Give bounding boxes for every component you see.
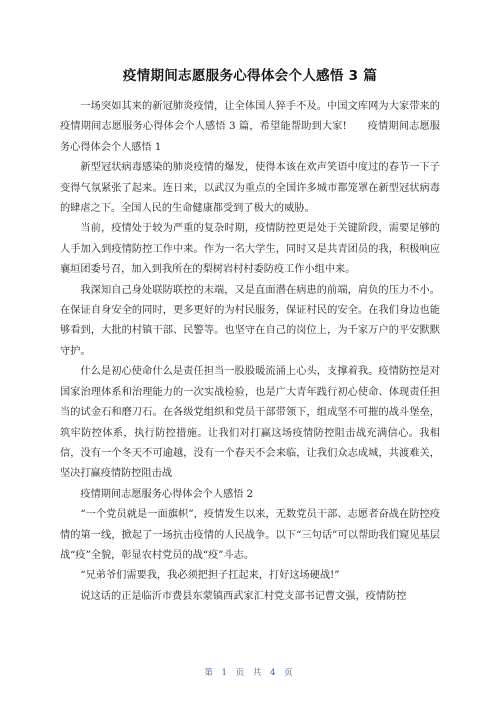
paragraph-story: 说这话的正是临沂市费县东蒙镇西武家汇村党支部书记曹文强，疫情防控 [80,590,407,602]
paragraph-intro: 一场突如其来的新冠肺炎疫情，让全体国人猝手不及。中国文库网为大家带来的疫情期间志愿服务心得体会个人感悟 3 篇，希望能帮助到大家! 疫情期间志愿服务心得体会个人感悟 1 [60,101,440,153]
paragraph-outbreak: 新型冠状病毒感染的肺炎疫情的爆发，使得本该在欢声笑语中度过的春节一下子变得气氛紧张了起来。连日来，以武汉为重点的全国许多城市都笼罩在新型冠状病毒的肆虐之下。全国人民的生命健康都受到了极大的威胁。 [60,162,440,215]
paragraph-quote: “兄弟爷们需要我，我必须把担子扛起来，打好这场硬战!” [80,570,340,582]
paragraph-party-flag: “一个党员就是一面旗帜”，疫情发生以来，无数党员干部、志愿者奋战在防控疫情的第一线，掀起了一场抗击疫情的人民战争。以下“三句话”可以帮助我们窥见基层战“疫”全貌，彰显农村党员的战“疫”斗志。 [60,509,440,561]
paragraph-mission: 什么是初心使命什么是责任担当一股股暖流涌上心头，支撑着我。疫情防控是对国家治理体系和治理能力的一次实战检验，也是广大青年践行初心使命、体现责任担当的试金石和磨刀石。在各级党组织和党员干部带领下，组成坚不可摧的战斗堡垒，筑牢防控体系，执行防控措施。让我们对打赢这场疫情防控阻击战充满信心。我相信，没有一个冬天不可逾越，没有一个春天不会来临，让我们众志成城，共渡难关，坚决打赢疫情防控阻击战 [60,366,440,480]
page-number-footer: 第 1 页 共 4 页 [204,668,296,678]
document-title: 疫情期间志愿服务心得体会个人感悟 3 篇 [122,68,378,84]
paragraph-frontline: 我深知自己身处联防联控的末端，又是直面潜在病患的前端，肩负的压力不小。在保证自身安全的同时，更多更好的为村民服务，保证村民的安全。在我们身边也能够看到，大批的村镇干部、民警等。也坚守在自己的岗位上，为千家万户的平安默默守护。 [60,284,440,357]
section-heading-2: 疫情期间志愿服务心得体会个人感悟 2 [80,488,254,500]
paragraph-current-situation: 当前，疫情处于较为严重的复杂时期，疫情防控更是处于关键阶段，需要足够的人手加入到疫情防控工作中来。作为一名大学生，同时又是共青团员的我，积极响应襄垣团委号召，加入到我所在的梨树岩村村委防疫工作小组中来。 [60,223,440,276]
document-body [60,97,440,607]
